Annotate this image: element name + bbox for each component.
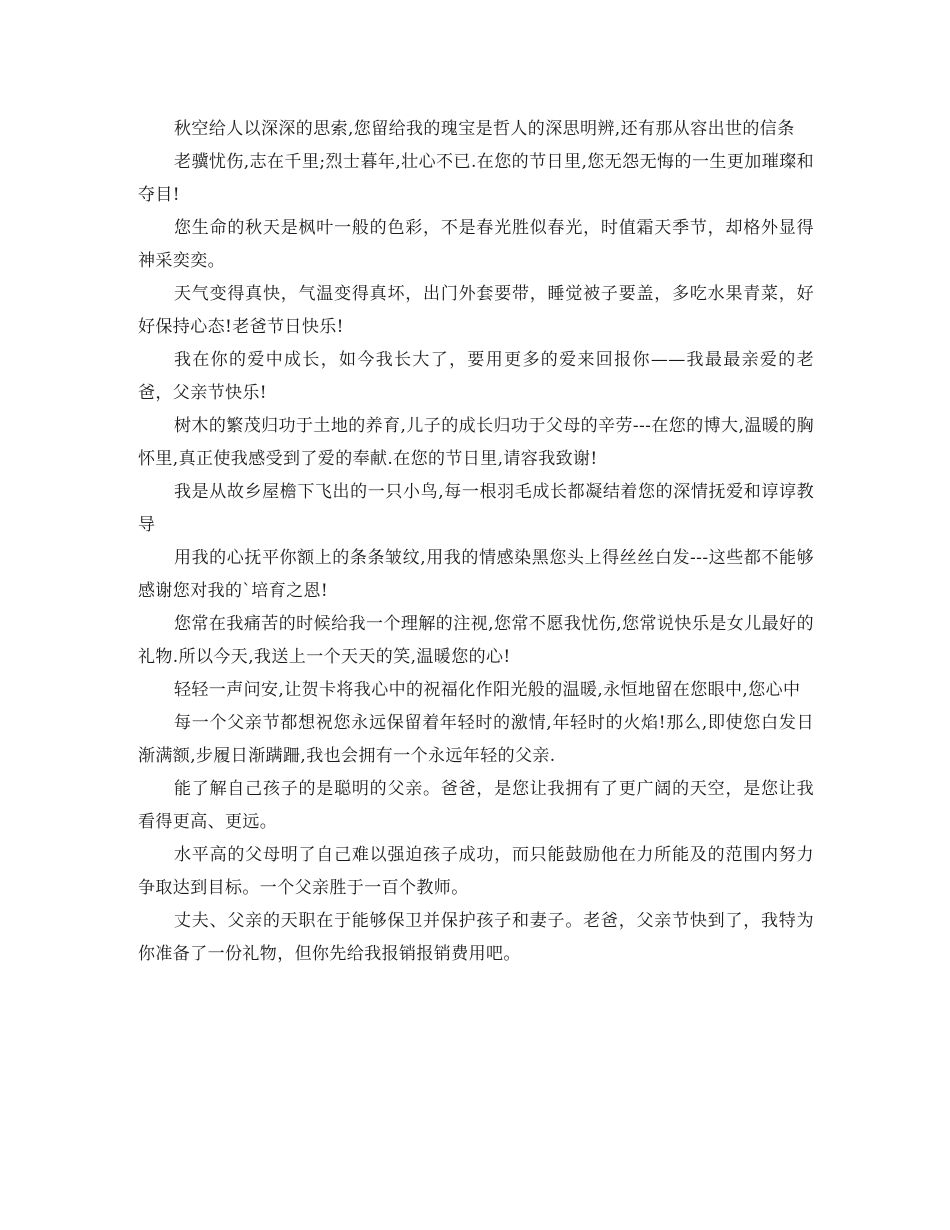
paragraph: 您生命的秋天是枫叶一般的色彩，不是春光胜似春光，时值霜天季节，却格外显得神采奕奕。 <box>138 218 814 271</box>
paragraph: 丈夫、父亲的天职在于能够保卫并保护孩子和妻子。老爸，父亲节快到了，我特为你准备了一份礼物，但你先给我报销报销费用吧。 <box>138 911 814 964</box>
paragraph: 天气变得真快，气温变得真坏，出门外套要带，睡觉被子要盖，多吃水果青菜，好好保持心态!老爸节日快乐! <box>138 284 814 337</box>
paragraph: 秋空给人以深深的思索,您留给我的瑰宝是哲人的深思明辨,还有那从容出世的信条 <box>174 119 795 139</box>
paragraph: 水平高的父母明了自己难以强迫孩子成功，而只能鼓励他在力所能及的范围内努力争取达到目标。一个父亲胜于一百个教师。 <box>138 845 814 898</box>
paragraph: 轻轻一声问安,让贺卡将我心中的祝福化作阳光般的温暖,永恒地留在您眼中,您心中 <box>174 680 801 700</box>
document-body <box>138 113 814 971</box>
paragraph: 您常在我痛苦的时候给我一个理解的注视,您常不愿我忧伤,您常说快乐是女儿最好的礼物.所以今天,我送上一个天天的笑,温暖您的心! <box>138 614 814 667</box>
paragraph: 我是从故乡屋檐下飞出的一只小鸟,每一根羽毛成长都凝结着您的深情抚爱和谆谆教导 <box>138 482 814 535</box>
paragraph: 我在你的爱中成长，如今我长大了，要用更多的爱来回报你——我最最亲爱的老爸，父亲节快乐! <box>138 350 814 403</box>
paragraph: 用我的心抚平你额上的条条皱纹,用我的情感染黑您头上得丝丝白发---这些都不能够感谢您对我的`培育之恩! <box>138 548 814 601</box>
paragraph: 每一个父亲节都想祝您永远保留着年轻时的激情,年轻时的火焰!那么,即使您白发日渐满额,步履日渐蹒跚,我也会拥有一个永远年轻的父亲. <box>138 713 814 766</box>
paragraph: 树木的繁茂归功于土地的养育,儿子的成长归功于父母的辛劳---在您的博大,温暖的胸怀里,真正使我感受到了爱的奉献.在您的节日里,请容我致谢! <box>138 416 814 469</box>
paragraph: 老骥忧伤,志在千里;烈士暮年,壮心不已.在您的节日里,您无怨无悔的一生更加璀璨和夺目! <box>138 152 814 205</box>
paragraph: 能了解自己孩子的是聪明的父亲。爸爸，是您让我拥有了更广阔的天空，是您让我看得更高、更远。 <box>138 779 814 832</box>
